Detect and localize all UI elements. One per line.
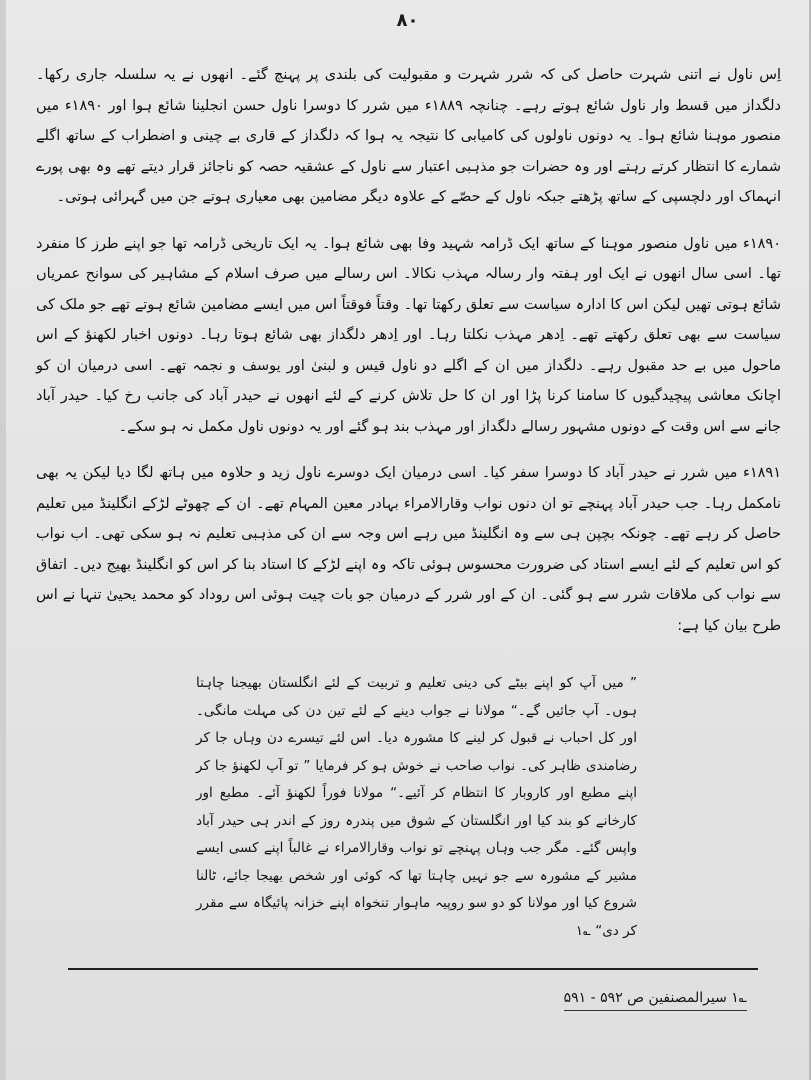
paragraph-1: اِس ناول نے اتنی شہرت حاصل کی کہ شرر شہرت و مقبولیت کی بلندی پر پہنچ گئے۔ انھوں نے یہ سلسلہ جاری رکھا۔ دلگداز میں قسط وار ناول شائع ہوتے رہے۔ چنانچہ ۱۸۸۹ء میں شرر کا دوسرا ناول حسن انجلینا شائع ہوا اور ۱۸۹۰ء میں منصور موہنا شائع ہوا۔ یہ دونوں ناولوں کی کامیابی کا نتیجہ یہ ہوا کہ دلگداز کے قاری بے چینی و اضطراب کے ساتھ اگلے شمارے کا انتظار کرتے رہتے اور وہ حضرات جو مذہبی اعتبار سے ناول کے عشقیہ حصہ کو ناجائز قرار دیتے تھے وہ بھی پورے انہماک اور دلچسپی کے ساتھ پڑھتے جبکہ ناول کے حصّے کے علاوہ دیگر مضامین بھی معیاری ہوتے جن میں گہرائی ہوتی۔ (36, 67, 782, 205)
footnote: ؎۱ سیرالمصنفین ص ۵۹۲ - ۵۹۱ (564, 990, 747, 1011)
block-quote (196, 670, 637, 945)
main-text (36, 60, 781, 641)
footnote-divider (68, 968, 758, 970)
page-number: ۸۰ (396, 10, 419, 31)
paragraph-3: ۱۸۹۱ء میں شرر نے حیدر آباد کا دوسرا سفر کیا۔ اسی درمیان ایک دوسرے ناول زید و حلاوہ میں ہاتھ لگا دیا لیکن یہ بھی نامکمل رہا۔ جب حیدر آباد پہنچے تو ان دنوں نواب وقارالامراء بہادر معین المہام تھے۔ ان کے چھوٹے لڑکے انگلینڈ میں تعلیم حاصل کر رہے تھے۔ چونکہ بچپن ہی سے وہ انگلینڈ میں رہے اس وجہ سے ان کی مذہبی تعلیم نہ ہو سکی تھی۔ اب نواب کو اس تعلیم کے لئے ایسے استاد کی ضرورت محسوس ہوئی تاکہ وہ اپنے لڑکے کا استاد بنا کر اس کو انگلینڈ بھیج دیں۔ اتفاق سے نواب کی ملاقات شرر سے ہو گئی۔ ان کے اور شرر کے درمیان جو بات چیت ہوئی اس روداد کو محمد یحییٰ تنہا نے اس طرح بیان کیا ہے: (36, 465, 781, 634)
quote-text: ” میں آپ کو اپنے بیٹے کی دینی تعلیم و تربیت کے لئے انگلستان بھیجنا چاہتا ہوں۔ آپ جائیں گے۔“ مولانا نے جواب دینے کے لئے تین دن کی مہلت مانگی۔ اور کل احباب نے قبول کر لینے کا مشورہ دیا۔ اس لئے تیسرے دن وہاں جا کر رضامندی ظاہر کی۔ نواب صاحب نے خوش ہو کر فرمایا ” تو آپ لکھنؤ جا کر اپنے مطبع اور کاروبار کا انتظام کر آئیے۔“ مولانا فوراً لکھنؤ آئے۔ مطبع اور کارخانے کو بند کیا اور انگلستان کے شوق میں پندرہ روز کے اندر ہی حیدر آباد واپس گئے۔ مگر جب وہاں پہنچے تو نواب وقارالامراء نے غالباً اپنے کسی ایسے مشیر کے مشورہ سے جو نہیں چاہتا تھا کہ کوئی اور شخص بھیجا جائے، ٹالنا شروع کیا اور مولانا کو دو سو روپیہ ماہوار تنخواہ اپنے خزانہ پائیگاہ سے مقرر کر دی“ ؎۱ (196, 675, 637, 939)
paragraph-2: ۱۸۹۰ء میں ناول منصور موہنا کے ساتھ ایک ڈرامہ شہید وفا بھی شائع ہوا۔ یہ ایک تاریخی ڈرامہ تھا جو اپنے طرز کا منفرد تھا۔ اسی سال انھوں نے ایک اور ہفتہ وار رسالہ مہذب نکالا۔ اس رسالے میں صرف اسلام کے مشاہیر کی سوانح عمریاں شائع ہوتی تھیں لیکن اس کا ادارہ سیاست سے تعلق رکھتا تھا۔ وقتاً فوقتاً اس میں ایسے مضامین شائع ہوتے تھے جو ملک کی سیاست سے بھی تعلق رکھتے تھے۔ اِدھر مہذب نکلتا رہا۔ اور اِدھر دلگداز بھی شائع ہوتا رہا۔ دونوں اخبار لکھنؤ کے اس ماحول میں بے حد مقبول رہے۔ دلگداز میں ان کے اگلے دو ناول قیس و لبنیٰ اور یوسف و نجمہ تھے۔ اسی درمیان ان کو اچانک معاشی پیچیدگیوں کا سامنا کرنا پڑا اور ان کا حل تلاش کرنے کے لئے انھوں نے حیدر آباد کی جانب رخ کیا۔ حیدر آباد جانے سے اس وقت کے دونوں مشہور رسالے دلگداز اور مہذب بند ہو گئے اور یہ دونوں ناول مکمل نہ ہو سکے۔ (36, 235, 781, 435)
